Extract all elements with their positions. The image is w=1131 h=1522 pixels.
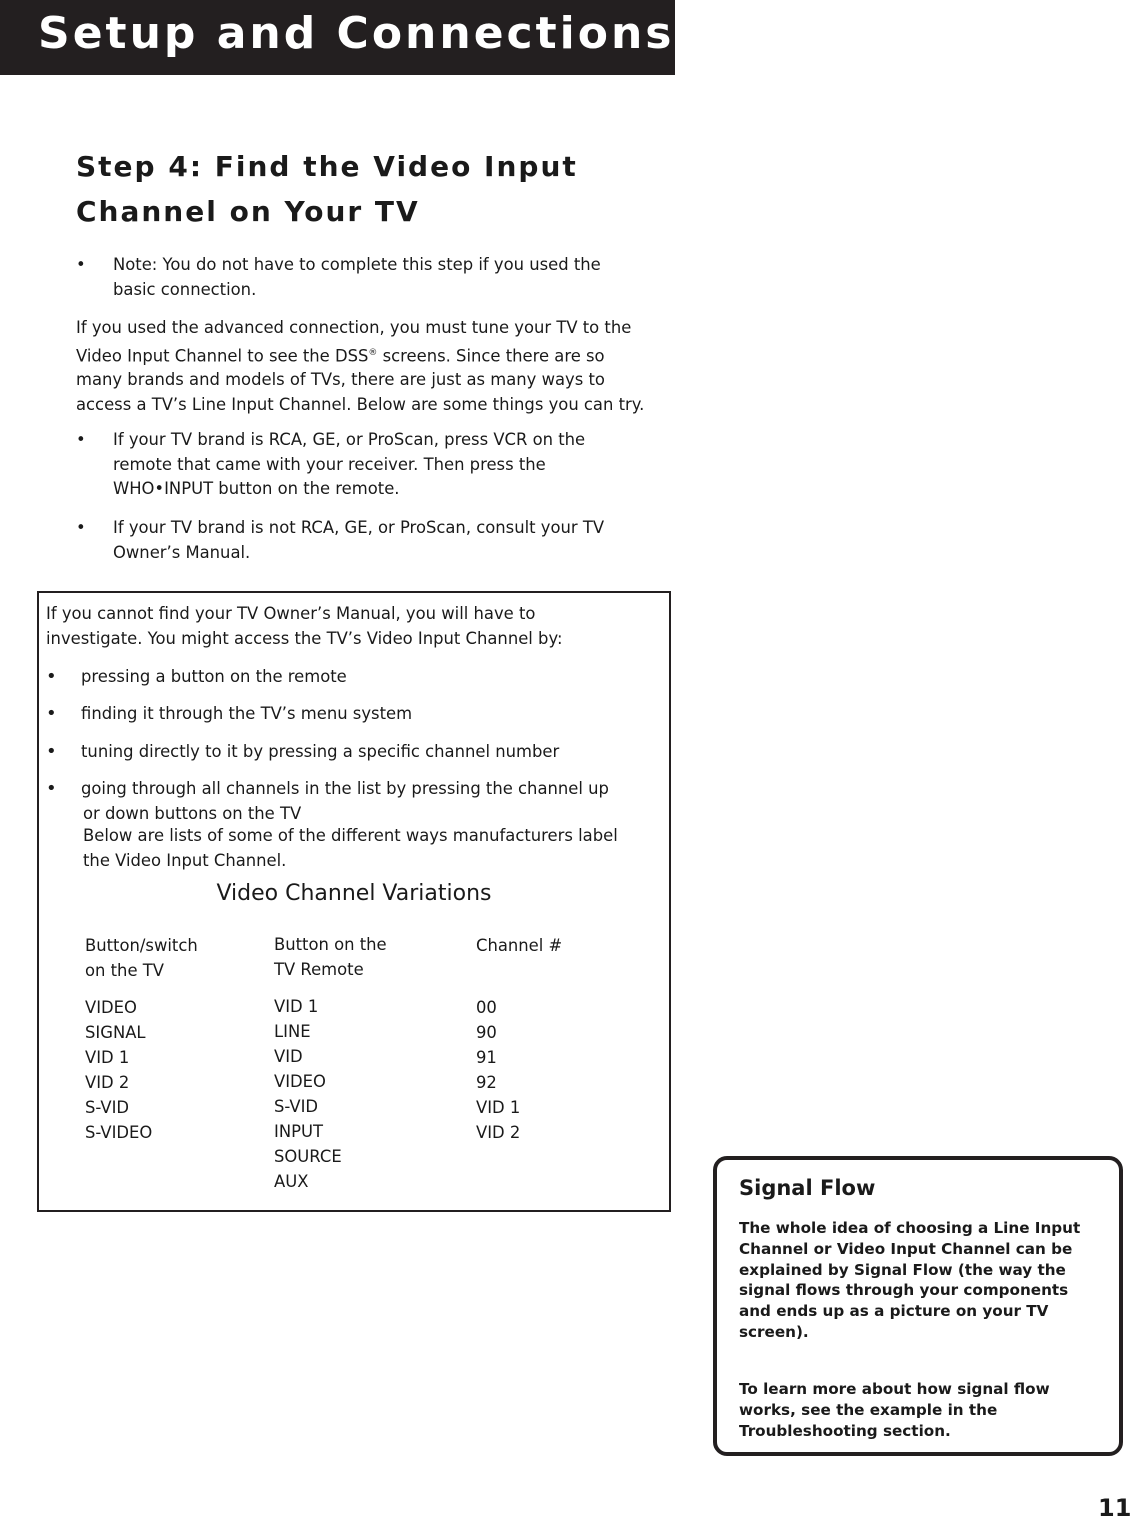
box-note-line-2: the Video Input Channel. (83, 850, 287, 870)
step-title-line-1: Step 4: Find the Video Input (76, 150, 578, 183)
box-note (83, 824, 663, 873)
step-title-line-2: Channel on Your TV (76, 195, 420, 228)
sidebar-line: Channel or Video Input Channel can be (739, 1239, 1073, 1258)
sidebar-line: The whole idea of choosing a Line Input (739, 1219, 1081, 1237)
intro-line-1: If you used the advanced connection, you must tune your TV to the (76, 318, 632, 337)
sidebar-line: screen). (739, 1322, 809, 1341)
tip-1-line-2: remote that came with your receiver. Then press the (113, 454, 546, 474)
box-note-line-1: Below are lists of some of the different ways manufacturers label (83, 826, 618, 845)
header-bar (0, 0, 675, 75)
tip-1-line-1: If your TV brand is RCA, GE, or ProScan, press VCR on the (113, 430, 586, 449)
tip-2-line-2: Owner’s Manual. (113, 542, 251, 562)
table-cell: 00 (476, 998, 497, 1017)
bullet-icon: • (46, 778, 57, 799)
box-intro-line-2: investigate. You might access the TV’s Video Input Channel by: (46, 628, 563, 648)
step-title (76, 144, 676, 234)
registered-mark: ® (368, 347, 378, 358)
sidebar-line: works, see the example in the (739, 1400, 998, 1419)
table-cell: AUX (274, 1172, 309, 1191)
box-bullet-4-line-2: or down buttons on the TV (83, 803, 302, 823)
sidebar-line: and ends up as a picture on your TV (739, 1302, 1049, 1321)
table-cell: VIDEO (274, 1072, 326, 1091)
sidebar-title: Signal Flow (739, 1176, 876, 1200)
table-cell: VID (274, 1047, 303, 1066)
table-cell: VID 2 (476, 1123, 521, 1142)
sidebar-paragraph-2 (739, 1379, 1109, 1441)
bullet-icon: • (46, 703, 57, 724)
sidebar-line: To learn more about how signal flow (739, 1380, 1050, 1398)
note-line-2: basic connection. (113, 279, 257, 299)
box-bullet-2-text: finding it through the TV’s menu system (81, 704, 413, 723)
box-bullet-3-text: tuning directly to it by pressing a specific channel number (81, 742, 560, 761)
table-cell: VID 1 (85, 1048, 130, 1067)
sidebar-line: Troubleshooting section. (739, 1421, 951, 1440)
table-cell: VIDEO (85, 998, 137, 1017)
sidebar-paragraph-1 (739, 1218, 1109, 1343)
page-number: 11 (1098, 1494, 1131, 1522)
column-header-line-1: Button on the (274, 935, 387, 954)
bullet-icon: • (76, 430, 86, 449)
bullet-icon: • (46, 741, 57, 762)
box-bullet-1-text: pressing a button on the remote (81, 667, 347, 686)
table-cell: VID 1 (274, 997, 319, 1016)
table-cell: S-VIDEO (85, 1123, 153, 1142)
intro-line-2 (76, 341, 676, 369)
intro-paragraph (76, 316, 676, 417)
table-cell: INPUT (274, 1122, 323, 1141)
table-column-tv-button (85, 934, 265, 1146)
intro-line-2b: screens. Since there are so (377, 345, 605, 365)
column-header-line-1: Button/switch (85, 936, 198, 955)
table-cell: LINE (274, 1022, 311, 1041)
table-cell: 92 (476, 1073, 497, 1092)
signal-flow-sidebar (713, 1156, 1123, 1456)
table-cell: 91 (476, 1048, 497, 1067)
intro-line-2a: Video Input Channel to see the DSS (76, 345, 369, 365)
intro-line-4: access a TV’s Line Input Channel. Below are some things you can try. (76, 394, 645, 414)
table-column-channel-number (476, 934, 656, 1146)
table-column-remote-button (274, 933, 464, 1195)
intro-line-3: many brands and models of TVs, there are just as many ways to (76, 370, 605, 390)
note-line-1: Note: You do not have to complete this step if you used the (113, 255, 601, 274)
table-cell: 90 (476, 1023, 497, 1042)
table-cell: VID 1 (476, 1098, 521, 1117)
investigation-box (37, 591, 671, 1212)
table-cell: SOURCE (274, 1147, 342, 1166)
table-cell: VID 2 (85, 1073, 130, 1092)
bullet-icon: • (76, 255, 86, 274)
tip-1-line-3: WHO•INPUT button on the remote. (113, 479, 400, 498)
table-cell: S-VID (85, 1098, 130, 1117)
tip-2-line-1: If your TV brand is not RCA, GE, or ProScan, consult your TV (113, 518, 605, 537)
table-cell: S-VID (274, 1097, 319, 1116)
column-header-line-2: on the TV (85, 960, 164, 980)
bullet-icon: • (46, 666, 57, 687)
column-header-line-1: Channel # (476, 936, 563, 955)
sidebar-line: explained by Signal Flow (the way the (739, 1260, 1066, 1279)
sidebar-line: signal flows through your components (739, 1281, 1069, 1300)
column-header (476, 934, 656, 996)
column-header-line-2: TV Remote (274, 959, 364, 979)
column-header (274, 933, 464, 995)
column-header (85, 934, 265, 996)
table-cell: SIGNAL (85, 1023, 146, 1042)
page-header-title: Setup and Connections (38, 8, 675, 59)
box-intro-line-1: If you cannot find your TV Owner’s Manual, you will have to (46, 604, 536, 623)
box-intro (46, 602, 656, 651)
bullet-icon: • (76, 518, 86, 537)
table-title: Video Channel Variations (216, 881, 492, 906)
box-bullet-4-line-1: going through all channels in the list by pressing the channel up (81, 779, 609, 798)
